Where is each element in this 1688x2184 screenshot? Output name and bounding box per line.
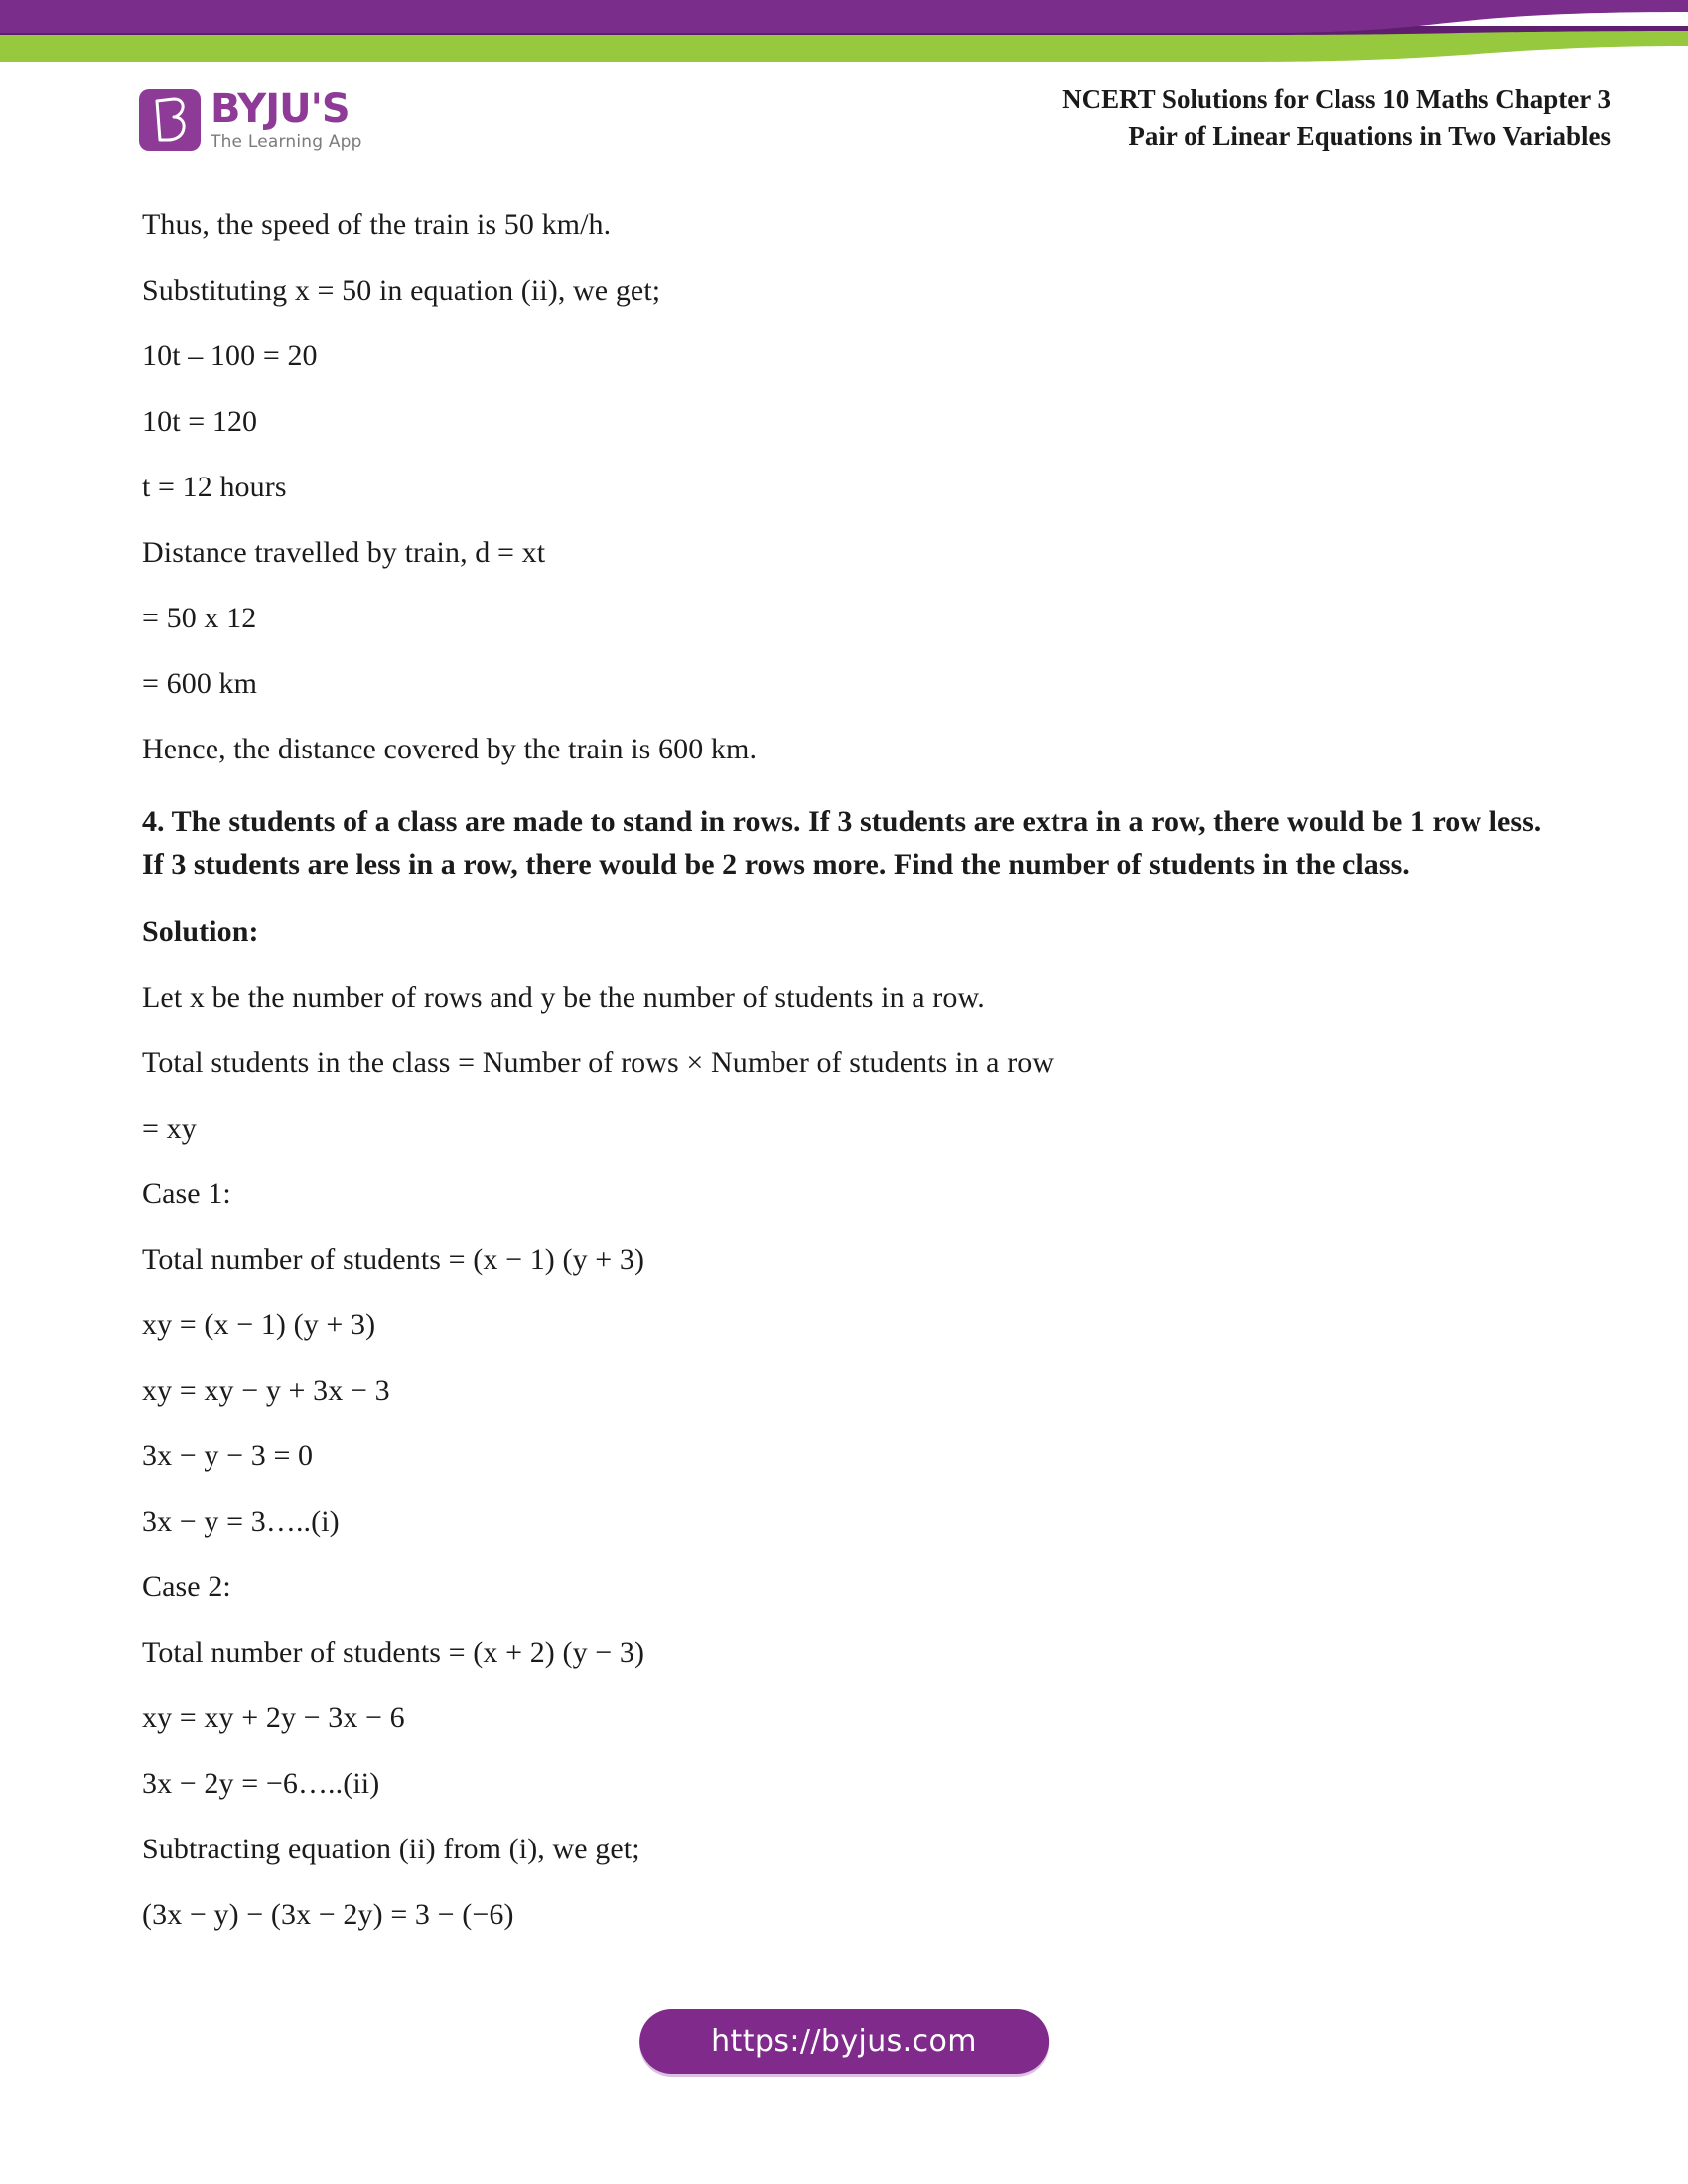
document-header-title — [1062, 81, 1611, 156]
document-body — [142, 210, 1552, 1966]
footer-url-label: https://byjus.com — [711, 2024, 977, 2059]
body-line: Subtracting equation (ii) from (i), we get; — [142, 1833, 640, 1866]
body-line: xy = (x − 1) (y + 3) — [142, 1308, 376, 1342]
body-line: 10t – 100 = 20 — [142, 340, 318, 372]
header-title-line-2: Pair of Linear Equations in Two Variables — [1128, 121, 1611, 152]
body-line: Hence, the distance covered by the train is 600 km. — [142, 733, 758, 765]
body-line: Substituting x = 50 in equation (ii), we get; — [142, 274, 661, 307]
body-line: 10t = 120 — [142, 405, 258, 438]
body-line: Distance travelled by train, d = xt — [142, 536, 546, 569]
body-line: Case 1: — [142, 1177, 231, 1211]
body-line: t = 12 hours — [142, 471, 287, 503]
body-line: 3x − y = 3…..(i) — [142, 1505, 340, 1539]
body-line: 3x − 2y = −6…..(ii) — [142, 1767, 380, 1801]
brand-logo — [139, 86, 437, 169]
footer-url-button[interactable] — [639, 2009, 1049, 2074]
body-line: = xy — [142, 1112, 197, 1146]
body-line: Let x be the number of rows and y be the number of students in a row. — [142, 981, 985, 1015]
body-line: Case 2: — [142, 1570, 231, 1604]
logo-tagline: The Learning App — [211, 132, 362, 152]
body-line: xy = xy + 2y − 3x − 6 — [142, 1702, 405, 1735]
body-line: 3x − y − 3 = 0 — [142, 1439, 314, 1473]
body-line: (3x − y) − (3x − 2y) = 3 − (−6) — [142, 1898, 514, 1932]
body-line: = 50 x 12 — [142, 602, 257, 634]
question-paragraph: 4. The students of a class are made to stand in rows. If 3 students are extra in a row, there would be 1 row less. If 3 students are less in a row, there would be 2 rows more. Find the number of students in the class. — [142, 805, 1542, 882]
body-line: = 600 km — [142, 667, 258, 700]
body-line: Total number of students = (x − 1) (y + 3) — [142, 1243, 645, 1277]
body-line: Total students in the class = Number of rows × Number of students in a row — [142, 1046, 1055, 1080]
logo-row — [139, 86, 437, 152]
logo-text-block — [211, 86, 362, 152]
byjus-b-icon — [139, 89, 201, 151]
section-heading: Solution: — [142, 915, 259, 949]
header-title-line-1: NCERT Solutions for Class 10 Maths Chapter 3 — [1062, 84, 1611, 114]
header-banner — [0, 0, 1688, 69]
logo-wordmark: BYJU'S — [211, 86, 350, 132]
body-line: xy = xy − y + 3x − 3 — [142, 1374, 390, 1408]
body-line: Total number of students = (x + 2) (y − 3) — [142, 1636, 645, 1670]
body-line: Thus, the speed of the train is 50 km/h. — [142, 208, 612, 241]
